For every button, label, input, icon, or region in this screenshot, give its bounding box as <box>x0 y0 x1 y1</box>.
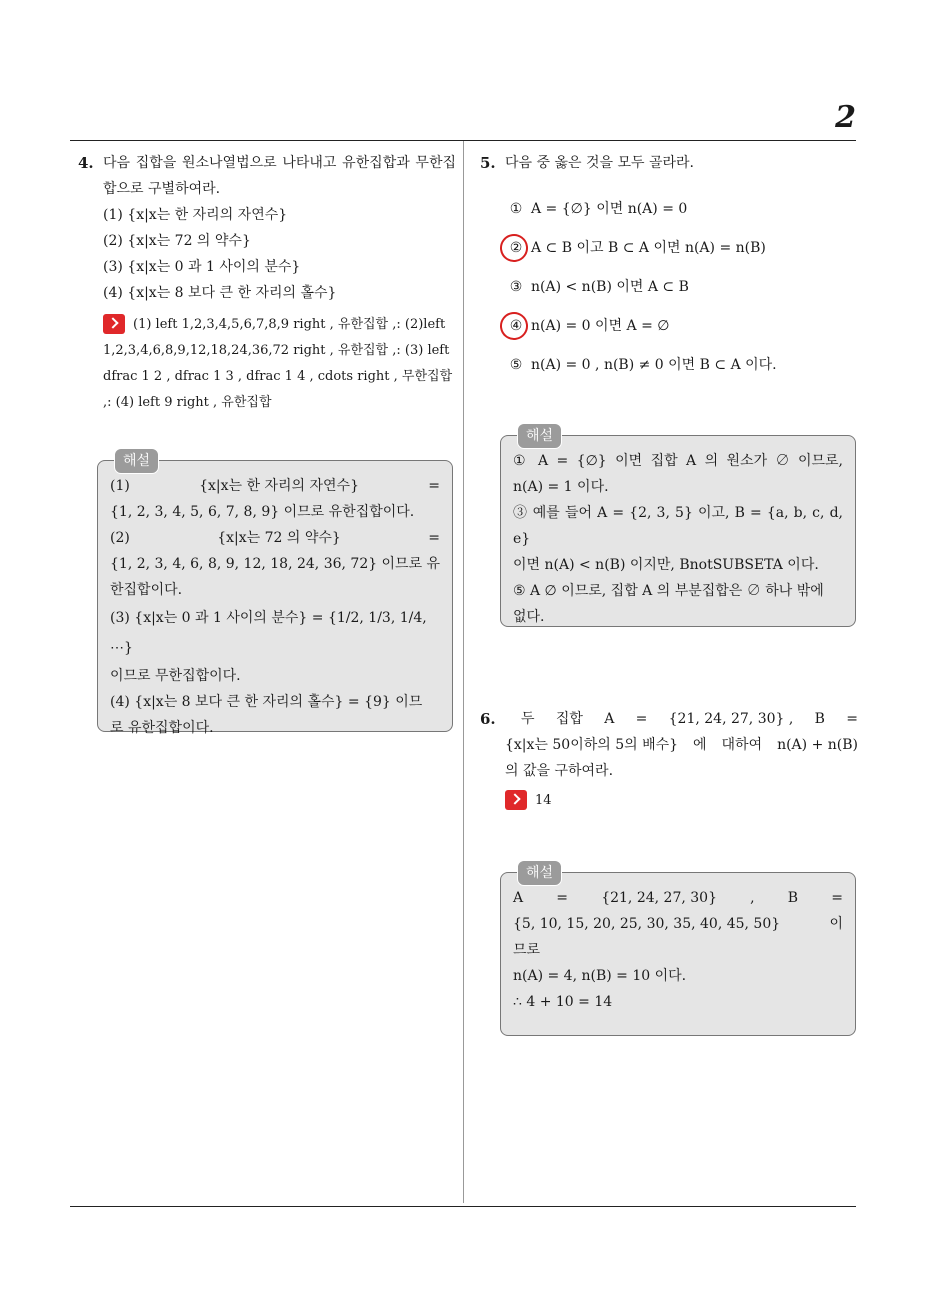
choice-mark: ⑤ <box>509 357 523 373</box>
explanation-text: {1, 2, 3, 4, 6, 8, 9, 12, 18, 24, 36, 72} <box>110 556 378 572</box>
problem-6 <box>480 706 858 814</box>
question-text: 두 <box>521 711 535 727</box>
explanation-text: = <box>428 478 440 494</box>
choice-text: n(A) = 0 이면 A = ∅ <box>531 318 670 334</box>
sub-item: (2) {x|x는 72 의 약수} <box>103 233 251 249</box>
explanation-line <box>110 551 440 577</box>
choice-4-selected[interactable] <box>505 313 858 339</box>
question-text: B <box>814 711 825 727</box>
question-text: 에 <box>693 737 707 753</box>
choice-mark: ④ <box>505 313 527 339</box>
explanation-line: n(A) = 1 이다. <box>513 479 609 495</box>
problem-number: 4. <box>78 154 94 172</box>
question-text: A <box>604 711 615 727</box>
choice-mark: ③ <box>509 279 523 295</box>
explanation-line: 없다. <box>513 609 545 625</box>
answer-arrow-icon <box>103 314 125 334</box>
explanation-line: (4) {x|x는 8 보다 큰 한 자리의 홀수} = {9} 이므 <box>110 694 423 710</box>
choice-1[interactable] <box>505 196 858 222</box>
explanation-line: (3) {x|x는 0 과 1 사이의 분수} = {1/2, 1/3, 1/4, ⋯} <box>110 610 427 656</box>
choice-mark: ② <box>505 235 527 261</box>
explanation-label: 해설 <box>517 423 562 449</box>
sub-item: (4) {x|x는 8 보다 큰 한 자리의 홀수} <box>103 285 337 301</box>
explanation-text: A <box>513 890 524 906</box>
question-text: n(A) + n(B) <box>777 737 858 753</box>
explanation-line: ∴ 4 + 10 = 14 <box>513 994 613 1010</box>
question-text: = <box>635 711 648 727</box>
problem-number: 6. <box>480 710 496 728</box>
left-column <box>78 150 456 416</box>
question-text: = <box>846 711 858 727</box>
answer-text: ,: (4) left 9 right , 유한집합 <box>103 395 272 410</box>
question-text: 대하여 <box>721 737 763 753</box>
explanation-text: {21, 24, 27, 30} <box>601 890 717 906</box>
explanation-text: = <box>556 890 569 906</box>
column-divider <box>463 141 464 1203</box>
explanation-text: B <box>787 890 799 906</box>
answer-block <box>505 788 858 814</box>
explanation-line: ③ 예를 들어 A = {2, 3, 5} 이고, B = {a, b, c, d, e} <box>513 505 843 547</box>
question-text: 다음 중 옳은 것을 모두 골라라. <box>505 155 694 171</box>
choice-mark: ① <box>509 201 523 217</box>
choice-5[interactable] <box>505 352 858 378</box>
explanation-line <box>110 525 440 551</box>
problem-5 <box>480 150 858 378</box>
answer-block <box>103 312 456 338</box>
explanation-line <box>110 473 440 499</box>
problem-4 <box>78 150 456 416</box>
explanation-line: n(A) = 4, n(B) = 10 이다. <box>513 968 687 984</box>
question-text: 집합 <box>555 711 583 727</box>
choice-text: n(A) < n(B) 이면 A ⊂ B <box>531 279 689 295</box>
explanation-line: 이므로 무한집합이다. <box>110 668 241 684</box>
choice-text: A = {∅} 이면 n(A) = 0 <box>531 201 688 217</box>
explanation-box-4 <box>97 453 453 736</box>
choice-text: n(A) = 0 , n(B) ≠ 0 이면 B ⊂ A 이다. <box>531 357 777 373</box>
answer-text: (1) left 1,2,3,4,5,6,7,8,9 right , 유한집합 ,: (2)left <box>133 317 446 332</box>
explanation-text: = <box>831 890 843 906</box>
question-line: 의 값을 구하여라. <box>505 763 614 779</box>
explanation-label: 해설 <box>114 448 159 474</box>
explanation-line <box>513 885 843 911</box>
problem-number: 5. <box>480 154 496 172</box>
bottom-rule <box>70 1206 856 1207</box>
explanation-line: ① A = {∅} 이면 집합 A 의 원소가 ∅ 이므로, <box>513 453 843 469</box>
explanation-text: = <box>428 530 440 546</box>
sub-item: (1) {x|x는 한 자리의 자연수} <box>103 207 288 223</box>
choice-text: A ⊂ B 이고 B ⊂ A 이면 n(A) = n(B) <box>531 240 766 256</box>
explanation-text: (1) <box>110 478 130 494</box>
explanation-text: {x|x는 한 자리의 자연수} <box>199 478 359 494</box>
explanation-box-6 <box>500 865 856 1036</box>
sub-item: (3) {x|x는 0 과 1 사이의 분수} <box>103 259 301 275</box>
explanation-text: {x|x는 72 의 약수} <box>217 530 341 546</box>
explanation-line: 이면 n(A) < n(B) 이지만, BnotSUBSETA 이다. <box>513 557 819 573</box>
explanation-line: 므로 <box>513 942 541 958</box>
right-column <box>480 150 858 391</box>
answer-text: 1,2,3,4,6,8,9,12,18,24,36,72 right , 유한집합 ,: (3) left <box>103 343 450 358</box>
explanation-label: 해설 <box>517 860 562 886</box>
question-line <box>505 706 858 732</box>
question-text: 다음 집합을 원소나열법으로 나타내고 유한집합과 무한집합으로 구별하여라. <box>103 155 456 197</box>
answer-text: 14 <box>535 793 552 808</box>
explanation-text: , <box>750 890 755 906</box>
explanation-box-5 <box>500 428 856 627</box>
explanation-text: 유 <box>426 556 440 572</box>
answer-text: dfrac 1 2 , dfrac 1 3 , dfrac 1 4 , cdots right , 무한집합 <box>103 369 453 384</box>
choice-2-selected[interactable] <box>505 235 858 261</box>
explanation-line: ⑤ A ∅ 이므로, 집합 A 의 부분집합은 ∅ 하나 밖에 <box>513 583 824 599</box>
explanation-text: 이 <box>829 916 843 932</box>
question-text: {x|x는 50이하의 5의 배수} <box>505 737 679 753</box>
question-text: {21, 24, 27, 30} , <box>668 711 794 727</box>
explanation-text: {5, 10, 15, 20, 25, 30, 35, 40, 45, 50} <box>513 916 781 932</box>
choice-list <box>505 196 858 378</box>
explanation-line <box>513 911 843 937</box>
page-number: 2 <box>835 100 856 135</box>
explanation-line: 로 유한집합이다. <box>110 720 214 736</box>
answer-arrow-icon <box>505 790 527 810</box>
explanation-line: 한집합이다. <box>110 582 183 598</box>
explanation-text: 이므로 <box>381 556 423 572</box>
choice-3[interactable] <box>505 274 858 300</box>
explanation-line: {1, 2, 3, 4, 5, 6, 7, 8, 9} 이므로 유한집합이다. <box>110 504 415 520</box>
explanation-text: (2) <box>110 530 130 546</box>
question-line <box>505 732 858 758</box>
